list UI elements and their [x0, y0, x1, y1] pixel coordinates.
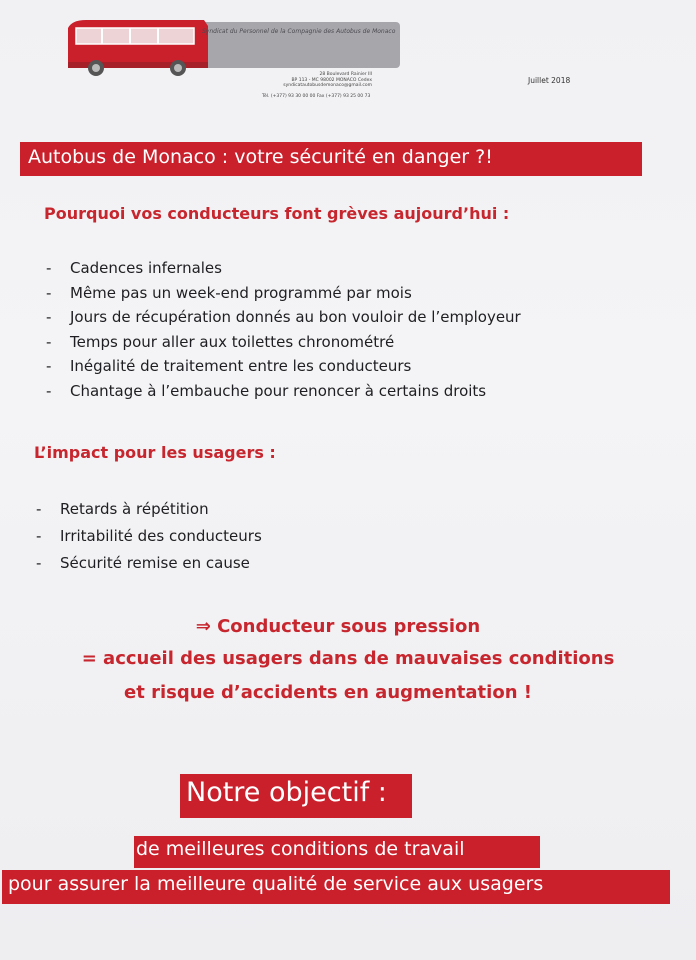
dash-bullet: -	[36, 500, 42, 518]
list-item-text: Inégalité de traitement entre les conducteurs	[70, 357, 412, 375]
conclusion-line-2: = accueil des usagers dans de mauvaises conditions	[81, 648, 615, 669]
dash-bullet: -	[46, 308, 52, 326]
dash-bullet: -	[46, 259, 52, 277]
letterhead-phone: Tél. (+377) 93 30 00 00 Fax (+377) 93 25 00 73	[262, 94, 371, 99]
conclusion-line-3: et risque d’accidents en augmentation !	[124, 682, 532, 703]
dash-bullet: -	[36, 527, 42, 545]
objective-line-1: de meilleures conditions de travail	[136, 838, 465, 860]
conclusion-line-1: ⇒ Conducteur sous pression	[195, 616, 481, 637]
letterhead-org-name: Syndicat du Personnel de la Compagnie des Autobus de Monaco	[202, 28, 396, 35]
letterhead-address	[202, 72, 372, 89]
list-item-text: Même pas un week-end programmé par mois	[70, 283, 412, 302]
address-line: 28 Boulevard Rainier III	[319, 72, 372, 77]
dash-bullet: -	[46, 357, 52, 375]
document-title: Autobus de Monaco : votre sécurité en danger ?!	[28, 146, 493, 168]
list-item-text: Temps pour aller aux toilettes chronométré	[70, 332, 395, 351]
dash-bullet: -	[46, 332, 52, 351]
address-line: BP 113 - MC 98002 MONACO Cedex	[291, 77, 372, 83]
document-date: Juillet 2018	[528, 76, 571, 85]
dash-bullet: -	[46, 381, 52, 400]
list-item-text: Cadences infernales	[70, 259, 222, 277]
list-item-text: Chantage à l’embauche pour renoncer à certains droits	[70, 381, 487, 400]
bus-logo-icon	[62, 16, 212, 78]
address-line: syndicatautobusdemonaco@gmail.com	[283, 83, 372, 89]
list-item-text: Retards à répétition	[60, 500, 209, 518]
list-item-text: Irritabilité des conducteurs	[60, 527, 262, 545]
objective-line-2: pour assurer la meilleure qualité de service aux usagers	[8, 873, 544, 895]
objective-heading: Notre objectif :	[186, 777, 387, 808]
section-heading-impact: L’impact pour les usagers :	[34, 443, 276, 462]
list-item-text: Sécurité remise en cause	[60, 554, 250, 572]
section-heading-reasons: Pourquoi vos conducteurs font grèves aujourd’hui :	[44, 204, 510, 223]
dash-bullet: -	[46, 283, 52, 302]
dash-bullet: -	[36, 554, 42, 572]
list-item-text: Jours de récupération donnés au bon vouloir de l’employeur	[70, 308, 521, 326]
letterhead	[62, 16, 396, 99]
